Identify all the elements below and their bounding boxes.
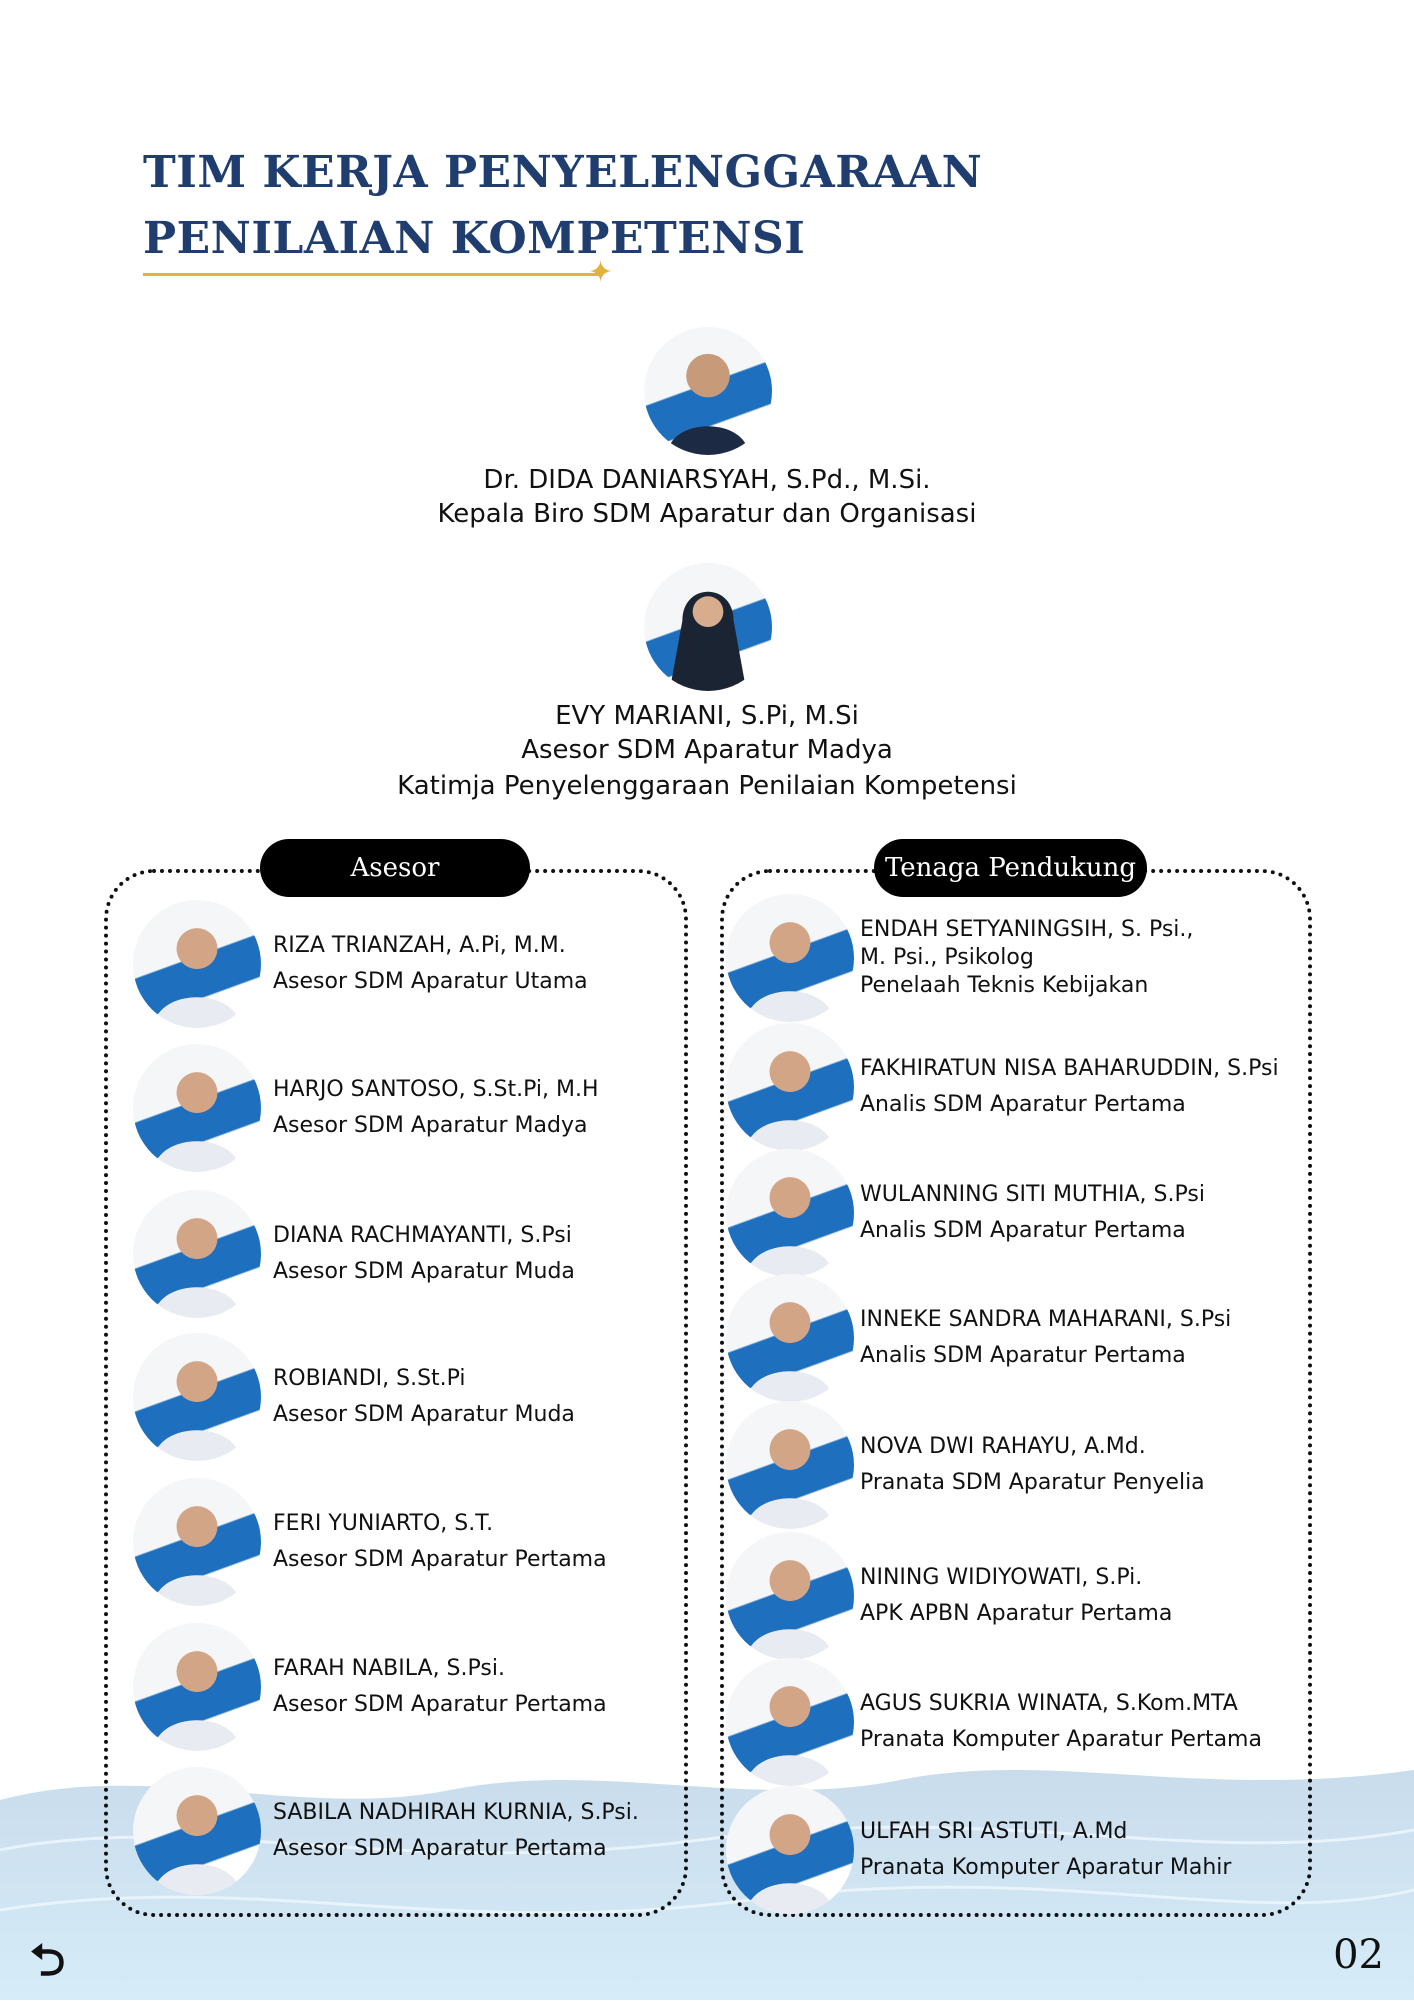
member-role: Penelaah Teknis Kebijakan: [860, 973, 1149, 998]
member-role: Analis SDM Aparatur Pertama: [860, 1092, 1186, 1117]
member-name: ULFAH SRI ASTUTI, A.Md: [860, 1819, 1128, 1844]
member-role: Asesor SDM Aparatur Muda: [273, 1259, 575, 1284]
member-photo: [133, 1623, 261, 1751]
member-photo: [726, 1786, 854, 1914]
member-name: ENDAH SETYANINGSIH, S. Psi.,: [860, 917, 1194, 942]
member-role: Asesor SDM Aparatur Madya: [273, 1113, 588, 1138]
asesor-label: Asesor: [260, 839, 530, 897]
member-role: Asesor SDM Aparatur Pertama: [273, 1836, 607, 1861]
member-photo: [133, 1044, 261, 1172]
lead-name: EVY MARIANI, S.Pi, M.Si: [555, 701, 859, 731]
title-underline: [143, 273, 603, 276]
member-name: SABILA NADHIRAH KURNIA, S.Psi.: [273, 1800, 639, 1825]
page-title: [143, 140, 982, 272]
member-name: FAKHIRATUN NISA BAHARUDDIN, S.Psi: [860, 1056, 1279, 1081]
member-name: AGUS SUKRIA WINATA, S.Kom.MTA: [860, 1691, 1238, 1716]
member-name: ROBIANDI, S.St.Pi: [273, 1366, 466, 1391]
member-photo: [726, 1023, 854, 1151]
lead-role: Asesor SDM Aparatur Madya: [521, 735, 893, 765]
member-name: HARJO SANTOSO, S.St.Pi, M.H: [273, 1077, 599, 1102]
member-photo: [726, 1149, 854, 1277]
member-photo: [133, 1190, 261, 1318]
member-photo: [726, 1658, 854, 1786]
member-name: DIANA RACHMAYANTI, S.Psi: [273, 1223, 572, 1248]
head-photo: [644, 327, 772, 455]
member-name: RIZA TRIANZAH, A.Pi, M.M.: [273, 933, 566, 958]
pendukung-label: Tenaga Pendukung: [874, 839, 1147, 897]
member-role: Asesor SDM Aparatur Pertama: [273, 1547, 607, 1572]
member-role: Analis SDM Aparatur Pertama: [860, 1343, 1186, 1368]
sparkle-icon: ✦: [588, 255, 614, 290]
lead-role-2: Katimja Penyelenggaraan Penilaian Kompetensi: [397, 771, 1017, 801]
title-line-2: PENILAIAN KOMPETENSI: [143, 213, 806, 264]
member-photo: [133, 900, 261, 1028]
member-role: Asesor SDM Aparatur Muda: [273, 1402, 575, 1427]
member-role: APK APBN Aparatur Pertama: [860, 1601, 1173, 1626]
member-role: Analis SDM Aparatur Pertama: [860, 1218, 1186, 1243]
title-line-1: TIM KERJA PENYELENGGARAAN: [143, 147, 983, 198]
member-photo: [133, 1478, 261, 1606]
lead-photo: [644, 563, 772, 691]
member-photo: [726, 1401, 854, 1529]
member-photo: [726, 1532, 854, 1660]
member-role: Pranata Komputer Aparatur Mahir: [860, 1855, 1232, 1880]
head-role: Kepala Biro SDM Aparatur dan Organisasi: [437, 499, 977, 529]
member-role: Pranata Komputer Aparatur Pertama: [860, 1727, 1262, 1752]
member-name2: M. Psi., Psikolog: [860, 945, 1034, 970]
member-name: WULANNING SITI MUTHIA, S.Psi: [860, 1182, 1205, 1207]
member-role: Asesor SDM Aparatur Pertama: [273, 1692, 607, 1717]
member-name: INNEKE SANDRA MAHARANI, S.Psi: [860, 1307, 1232, 1332]
member-name: NOVA DWI RAHAYU, A.Md.: [860, 1434, 1146, 1459]
member-photo: [726, 894, 854, 1022]
member-name: FERI YUNIARTO, S.T.: [273, 1511, 494, 1536]
head-name: Dr. DIDA DANIARSYAH, S.Pd., M.Si.: [483, 465, 931, 495]
member-photo: [133, 1333, 261, 1461]
member-photo: [726, 1274, 854, 1402]
back-arrow-icon[interactable]: ⮌: [30, 1935, 66, 1986]
member-name: NINING WIDIYOWATI, S.Pi.: [860, 1565, 1143, 1590]
member-role: Asesor SDM Aparatur Utama: [273, 969, 588, 994]
member-role: Pranata SDM Aparatur Penyelia: [860, 1470, 1205, 1495]
member-photo: [133, 1767, 261, 1895]
page-number: 02: [1333, 1932, 1384, 1978]
member-name: FARAH NABILA, S.Psi.: [273, 1656, 505, 1681]
